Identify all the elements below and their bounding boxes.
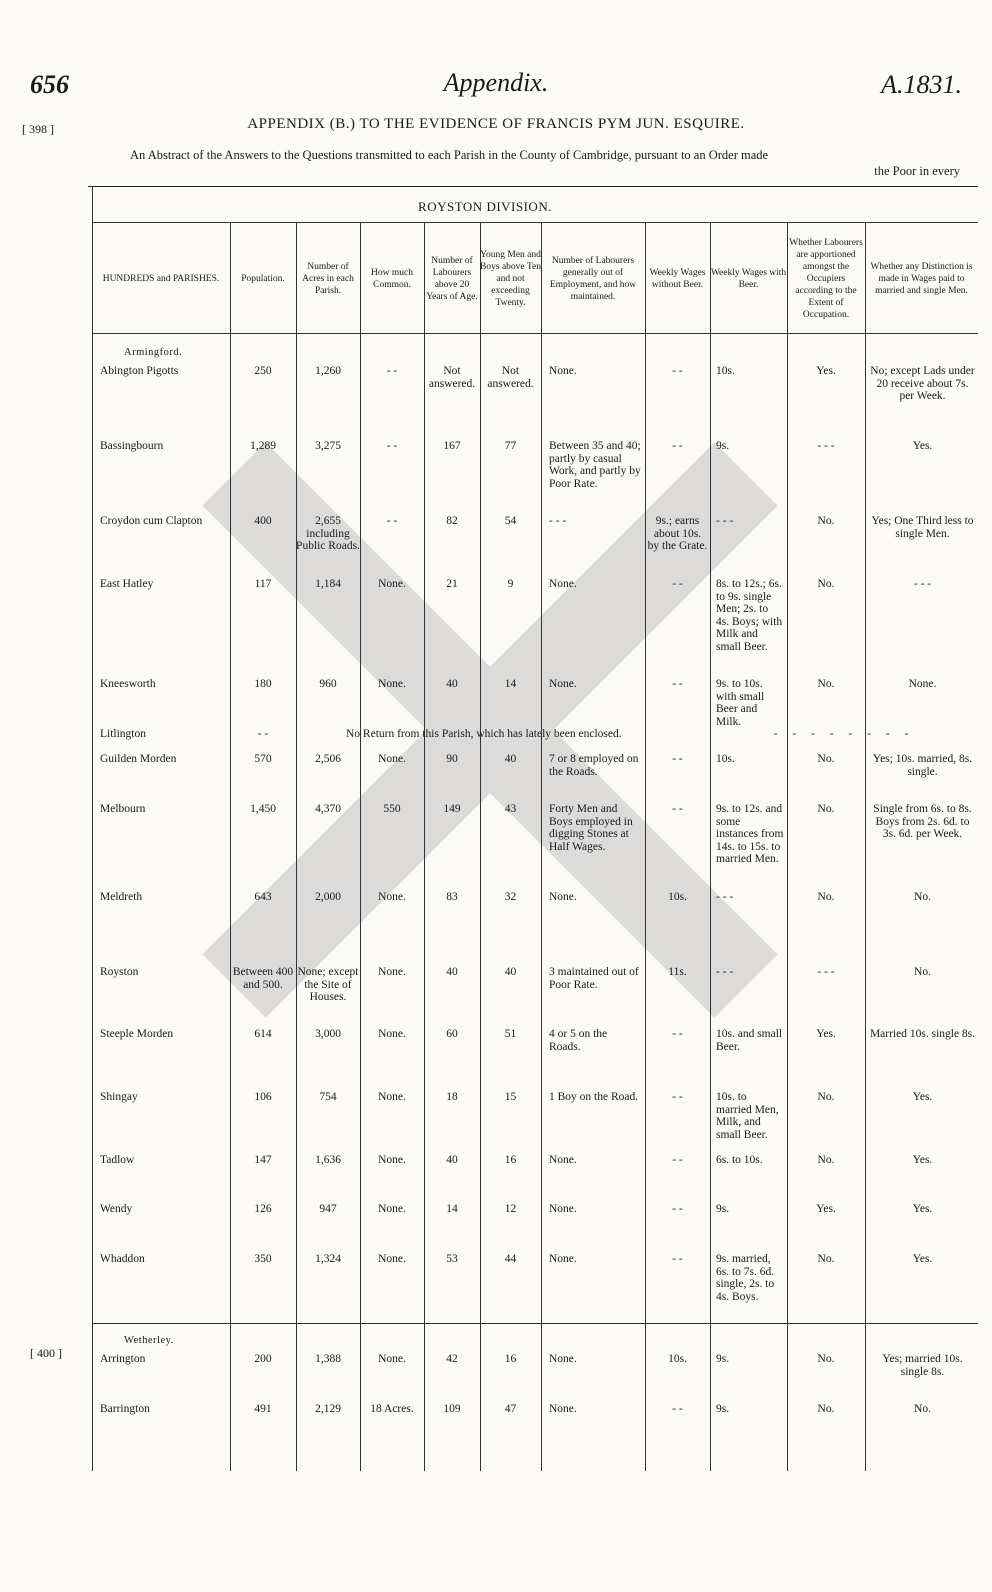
apportioned-cell: No. — [817, 753, 835, 765]
common-cell: None. — [378, 966, 406, 978]
wages-with-beer-cell: 8s. to 12s.; 6s. to 9s. single Men; 2s. to 4s. Boys; with Milk and small Beer. — [716, 578, 783, 653]
no-return-note: No Return from this Parish, which has lately been enclosed. — [346, 728, 622, 740]
distinction-cell: Yes. — [912, 440, 933, 452]
parish-name: Tadlow — [100, 1154, 135, 1166]
column-divider — [92, 186, 93, 1471]
distinction-cell: Married 10s. single 8s. — [869, 1028, 976, 1040]
abstract-continuation: the Poor in every — [874, 164, 960, 178]
acres-cell: 1,324 — [315, 1253, 341, 1265]
common-cell: None. — [378, 1253, 406, 1265]
apportioned-cell: No. — [817, 1154, 835, 1166]
wages-with-beer-cell: 10s. — [716, 365, 735, 377]
young-men-cell: 77 — [504, 440, 517, 452]
distinction-cell: Yes. — [912, 1253, 933, 1265]
table-top-rule — [88, 186, 978, 187]
wages-without-beer-cell: - - — [672, 578, 683, 590]
apportioned-cell: No. — [817, 803, 835, 815]
apportioned-cell: No. — [817, 578, 835, 590]
column-divider — [296, 222, 297, 1471]
wages-without-beer-cell: - - — [672, 1203, 683, 1215]
acres-cell: 1,636 — [315, 1154, 341, 1166]
labourers-cell: 21 — [446, 578, 458, 590]
labourers-cell: 167 — [443, 440, 461, 452]
population-cell: 1,289 — [250, 440, 276, 452]
labourers-cell: 40 — [446, 678, 458, 690]
parish-name: Croydon cum Clapton — [100, 515, 203, 527]
common-cell: None. — [378, 1154, 406, 1166]
column-header: How much Common. — [371, 268, 413, 290]
section-heading: Wetherley. — [124, 1335, 174, 1346]
acres-cell: 2,000 — [315, 891, 341, 903]
labourers-cell: 149 — [443, 803, 461, 815]
wages-without-beer-cell: - - — [672, 1028, 683, 1040]
column-divider — [710, 222, 711, 1471]
apportioned-cell: Yes. — [816, 1028, 836, 1040]
parish-name: Barrington — [100, 1403, 150, 1415]
parish-name: Abington Pigotts — [100, 365, 179, 377]
population-cell: Between 400 and 500. — [232, 966, 294, 991]
unemployed-cell: None. — [549, 578, 577, 590]
column-header: Number of Labourers generally out of Employment, and how maintained. — [549, 256, 637, 302]
dash-cells: - - - - - - - - — [773, 728, 915, 740]
common-cell: None. — [378, 753, 406, 765]
column-divider — [360, 222, 361, 1471]
apportioned-cell: No. — [817, 1091, 835, 1103]
parish-name: Steeple Morden — [100, 1028, 174, 1040]
column-divider — [865, 222, 866, 1471]
wages-with-beer-cell: - - - — [716, 515, 734, 527]
population-cell: 1,450 — [250, 803, 276, 815]
young-men-cell: 44 — [504, 1253, 517, 1265]
labourers-cell: 90 — [446, 753, 458, 765]
young-men-cell: 47 — [504, 1403, 517, 1415]
population-cell: 200 — [254, 1353, 272, 1365]
acres-cell: 4,370 — [315, 803, 341, 815]
labourers-cell: 42 — [446, 1353, 458, 1365]
parish-name: Melbourn — [100, 803, 146, 815]
distinction-cell: Yes. — [912, 1203, 933, 1215]
wages-with-beer-cell: 9s. — [716, 1353, 730, 1365]
labourers-cell: 82 — [446, 515, 458, 527]
distinction-cell: Single from 6s. to 8s. Boys from 2s. 6d. to 3s. 6d. per Week. — [873, 803, 972, 840]
division-rule — [92, 222, 978, 223]
wages-with-beer-cell: 9s. — [716, 1403, 730, 1415]
acres-cell: 3,000 — [315, 1028, 341, 1040]
section-rule — [92, 1323, 978, 1324]
apportioned-cell: No. — [817, 515, 835, 527]
running-title: Appendix. — [443, 68, 549, 97]
common-cell: - - — [386, 440, 398, 452]
population-cell: 250 — [254, 365, 272, 377]
young-men-cell: 16 — [504, 1154, 517, 1166]
wages-without-beer-cell: - - — [672, 1154, 683, 1166]
common-cell: 550 — [383, 803, 401, 815]
column-divider — [645, 222, 646, 1471]
wages-with-beer-cell: 9s. — [716, 1203, 730, 1215]
population-cell: 180 — [254, 678, 272, 690]
labourers-cell: 60 — [446, 1028, 458, 1040]
unemployed-cell: None. — [549, 1403, 577, 1415]
unemployed-cell: 3 maintained out of Poor Rate. — [549, 966, 639, 991]
column-divider — [787, 222, 788, 1471]
parish-name: Arrington — [100, 1353, 146, 1365]
wages-with-beer-cell: 10s. to married Men, Milk, and small Beer. — [716, 1091, 779, 1141]
population-cell: 614 — [254, 1028, 272, 1040]
unemployed-cell: 4 or 5 on the Roads. — [549, 1028, 608, 1053]
distinction-cell: Yes; 10s. married, 8s. single. — [872, 753, 973, 778]
abstract-text — [130, 147, 960, 179]
labourers-cell: 83 — [446, 891, 458, 903]
common-cell: None. — [378, 1353, 406, 1365]
apportioned-cell: No. — [817, 891, 835, 903]
apportioned-cell: No. — [817, 1253, 835, 1265]
young-men-cell: 43 — [504, 803, 517, 815]
acres-cell: 2,655 including Public Roads. — [296, 515, 360, 552]
unemployed-cell: None. — [549, 891, 577, 903]
parish-name: Shingay — [100, 1091, 138, 1103]
common-cell: - - — [386, 515, 398, 527]
apportioned-cell: - - - — [817, 440, 835, 452]
distinction-cell: No; except Lads under 20 receive about 7s. per Week. — [870, 365, 975, 402]
wages-without-beer-cell: 11s. — [668, 966, 687, 978]
population-cell: 570 — [254, 753, 272, 765]
wages-without-beer-cell: - - — [672, 753, 683, 765]
young-men-cell: 12 — [504, 1203, 517, 1215]
wages-with-beer-cell: 9s. to 12s. and some instances from 14s. to 15s. to married Men. — [716, 803, 784, 865]
labourers-cell: 14 — [446, 1203, 458, 1215]
labourers-cell: 53 — [446, 1253, 458, 1265]
population-cell: 643 — [254, 891, 272, 903]
unemployed-cell: None. — [549, 365, 577, 377]
column-header: HUNDREDS and PARISHES. — [102, 274, 220, 284]
parish-name: Litlington — [100, 728, 146, 740]
wages-with-beer-cell: 9s. to 10s. with small Beer and Milk. — [716, 678, 765, 728]
column-header: Young Men and Boys above Ten and not exceeding Twenty. — [480, 250, 541, 308]
column-divider — [424, 222, 425, 1471]
wages-with-beer-cell: 6s. to 10s. — [716, 1154, 763, 1166]
column-divider — [230, 222, 231, 1471]
wages-with-beer-cell: - - - — [716, 891, 734, 903]
unemployed-cell: 7 or 8 employed on the Roads. — [549, 753, 639, 778]
column-header: Whether Labourers are apportioned amongst the Occupiers according to the Extent of Occupation. — [789, 238, 863, 320]
wages-without-beer-cell: - - — [672, 803, 683, 815]
header-rule — [92, 333, 978, 334]
apportioned-cell: No. — [817, 1403, 835, 1415]
young-men-cell: 32 — [504, 891, 517, 903]
section-heading: Armingford. — [124, 347, 183, 358]
distinction-cell: No. — [914, 891, 931, 903]
wages-without-beer-cell: 9s.; earns about 10s. by the Grate. — [647, 515, 708, 552]
column-header: Number of Acres in each Parish. — [302, 262, 354, 296]
column-header: Number of Labourers above 20 Years of Age. — [426, 256, 478, 302]
common-cell: None. — [378, 891, 406, 903]
young-men-cell: Not answered. — [487, 365, 534, 390]
young-men-cell: 51 — [504, 1028, 517, 1040]
population-cell: 117 — [254, 578, 272, 590]
parish-name: Whaddon — [100, 1253, 145, 1265]
acres-cell: 1,260 — [315, 365, 341, 377]
young-men-cell: 40 — [504, 753, 517, 765]
parish-name: Guilden Morden — [100, 753, 177, 765]
common-cell: None. — [378, 1091, 406, 1103]
apportioned-cell: Yes. — [816, 1203, 836, 1215]
distinction-cell: Yes. — [912, 1091, 933, 1103]
acres-cell: 2,506 — [315, 753, 341, 765]
distinction-cell: Yes. — [912, 1154, 933, 1166]
column-divider — [541, 222, 542, 1471]
column-header: Weekly Wages without Beer. — [649, 268, 706, 290]
unemployed-cell: None. — [549, 678, 577, 690]
distinction-cell: Yes; One Third less to single Men. — [871, 515, 974, 540]
population-cell: - - — [257, 728, 269, 740]
column-header: Whether any Distinction is made in Wages paid to married and single Men. — [870, 262, 973, 296]
column-header: Population. — [241, 274, 285, 284]
wages-without-beer-cell: - - — [672, 1091, 683, 1103]
column-divider — [480, 222, 481, 1471]
common-cell: None. — [378, 1203, 406, 1215]
parish-name: Wendy — [100, 1203, 133, 1215]
unemployed-cell: 1 Boy on the Road. — [549, 1091, 639, 1103]
apportioned-cell: No. — [817, 678, 835, 690]
unemployed-cell: - - - — [549, 515, 567, 527]
distinction-cell: No. — [914, 966, 931, 978]
wages-with-beer-cell: - - - — [716, 966, 734, 978]
parish-name: East Hatley — [100, 578, 154, 590]
wages-without-beer-cell: - - — [672, 678, 683, 690]
acres-cell: 960 — [319, 678, 337, 690]
labourers-cell: Not answered. — [428, 365, 476, 390]
young-men-cell: 16 — [504, 1353, 517, 1365]
apportioned-cell: - - - — [817, 966, 835, 978]
distinction-cell: None. — [908, 678, 937, 690]
population-cell: 491 — [254, 1403, 272, 1415]
young-men-cell: 15 — [504, 1091, 517, 1103]
acres-cell: 1,184 — [315, 578, 341, 590]
wages-without-beer-cell: - - — [672, 1403, 683, 1415]
common-cell: - - — [386, 365, 398, 377]
wages-with-beer-cell: 9s. married, 6s. to 7s. 6d. single, 2s. to 4s. Boys. — [716, 1253, 775, 1303]
common-cell: 18 Acres. — [370, 1403, 414, 1415]
population-cell: 350 — [254, 1253, 272, 1265]
wages-with-beer-cell: 10s. and small Beer. — [716, 1028, 783, 1053]
wages-without-beer-cell: 10s. — [668, 891, 687, 903]
year-label: A.1831. — [881, 70, 962, 99]
acres-cell: 754 — [319, 1091, 337, 1103]
side-reference-top: [ 398 ] — [22, 122, 54, 136]
labourers-cell: 18 — [446, 1091, 458, 1103]
common-cell: None. — [378, 678, 406, 690]
page-number: 656 — [30, 70, 69, 99]
young-men-cell: 14 — [504, 678, 517, 690]
acres-cell: 1,388 — [315, 1353, 341, 1365]
side-reference-bottom: [ 400 ] — [30, 1346, 62, 1360]
distinction-cell: Yes; married 10s. single 8s. — [882, 1353, 963, 1378]
division-title: ROYSTON DIVISION. — [418, 199, 552, 214]
population-cell: 126 — [254, 1203, 272, 1215]
unemployed-cell: None. — [549, 1253, 577, 1265]
wages-without-beer-cell: 10s. — [668, 1353, 687, 1365]
population-cell: 106 — [254, 1091, 272, 1103]
wages-without-beer-cell: - - — [672, 1253, 683, 1265]
acres-cell: 3,275 — [315, 440, 341, 452]
column-header: Weekly Wages with Beer. — [710, 268, 787, 290]
wages-with-beer-cell: 10s. — [716, 753, 735, 765]
parish-name: Meldreth — [100, 891, 143, 903]
unemployed-cell: Between 35 and 40; partly by casual Work, and partly by Poor Rate. — [549, 440, 641, 490]
unemployed-cell: None. — [549, 1203, 577, 1215]
young-men-cell: 40 — [504, 966, 517, 978]
wages-with-beer-cell: 9s. — [716, 440, 730, 452]
labourers-cell: 109 — [443, 1403, 461, 1415]
young-men-cell: 54 — [504, 515, 517, 527]
unemployed-cell: Forty Men and Boys employed in digging Stones at Half Wages. — [549, 803, 633, 853]
wages-without-beer-cell: - - — [672, 440, 683, 452]
distinction-cell: No. — [914, 1403, 931, 1415]
distinction-cell: - - - — [913, 578, 932, 590]
labourers-cell: 40 — [446, 966, 458, 978]
common-cell: None. — [378, 578, 406, 590]
parish-name: Royston — [100, 966, 139, 978]
unemployed-cell: None. — [549, 1154, 577, 1166]
appendix-title: APPENDIX (B.) TO THE EVIDENCE OF FRANCIS PYM JUN. ESQUIRE. — [247, 116, 745, 132]
young-men-cell: 9 — [507, 578, 514, 590]
acres-cell: 2,129 — [315, 1403, 341, 1415]
abstract-line: An Abstract of the Answers to the Questions transmitted to each Parish in the County of Cambridge, pursuant to an Order made — [130, 148, 769, 162]
apportioned-cell: No. — [817, 1353, 835, 1365]
apportioned-cell: Yes. — [816, 365, 836, 377]
acres-cell: None; except the Site of Houses. — [297, 966, 359, 1003]
parish-name: Bassingbourn — [100, 440, 164, 452]
parish-name: Kneesworth — [100, 678, 156, 690]
labourers-cell: 40 — [446, 1154, 458, 1166]
unemployed-cell: None. — [549, 1353, 577, 1365]
common-cell: None. — [378, 1028, 406, 1040]
wages-without-beer-cell: - - — [672, 365, 683, 377]
acres-cell: 947 — [319, 1203, 337, 1215]
population-cell: 400 — [254, 515, 272, 527]
population-cell: 147 — [254, 1154, 272, 1166]
